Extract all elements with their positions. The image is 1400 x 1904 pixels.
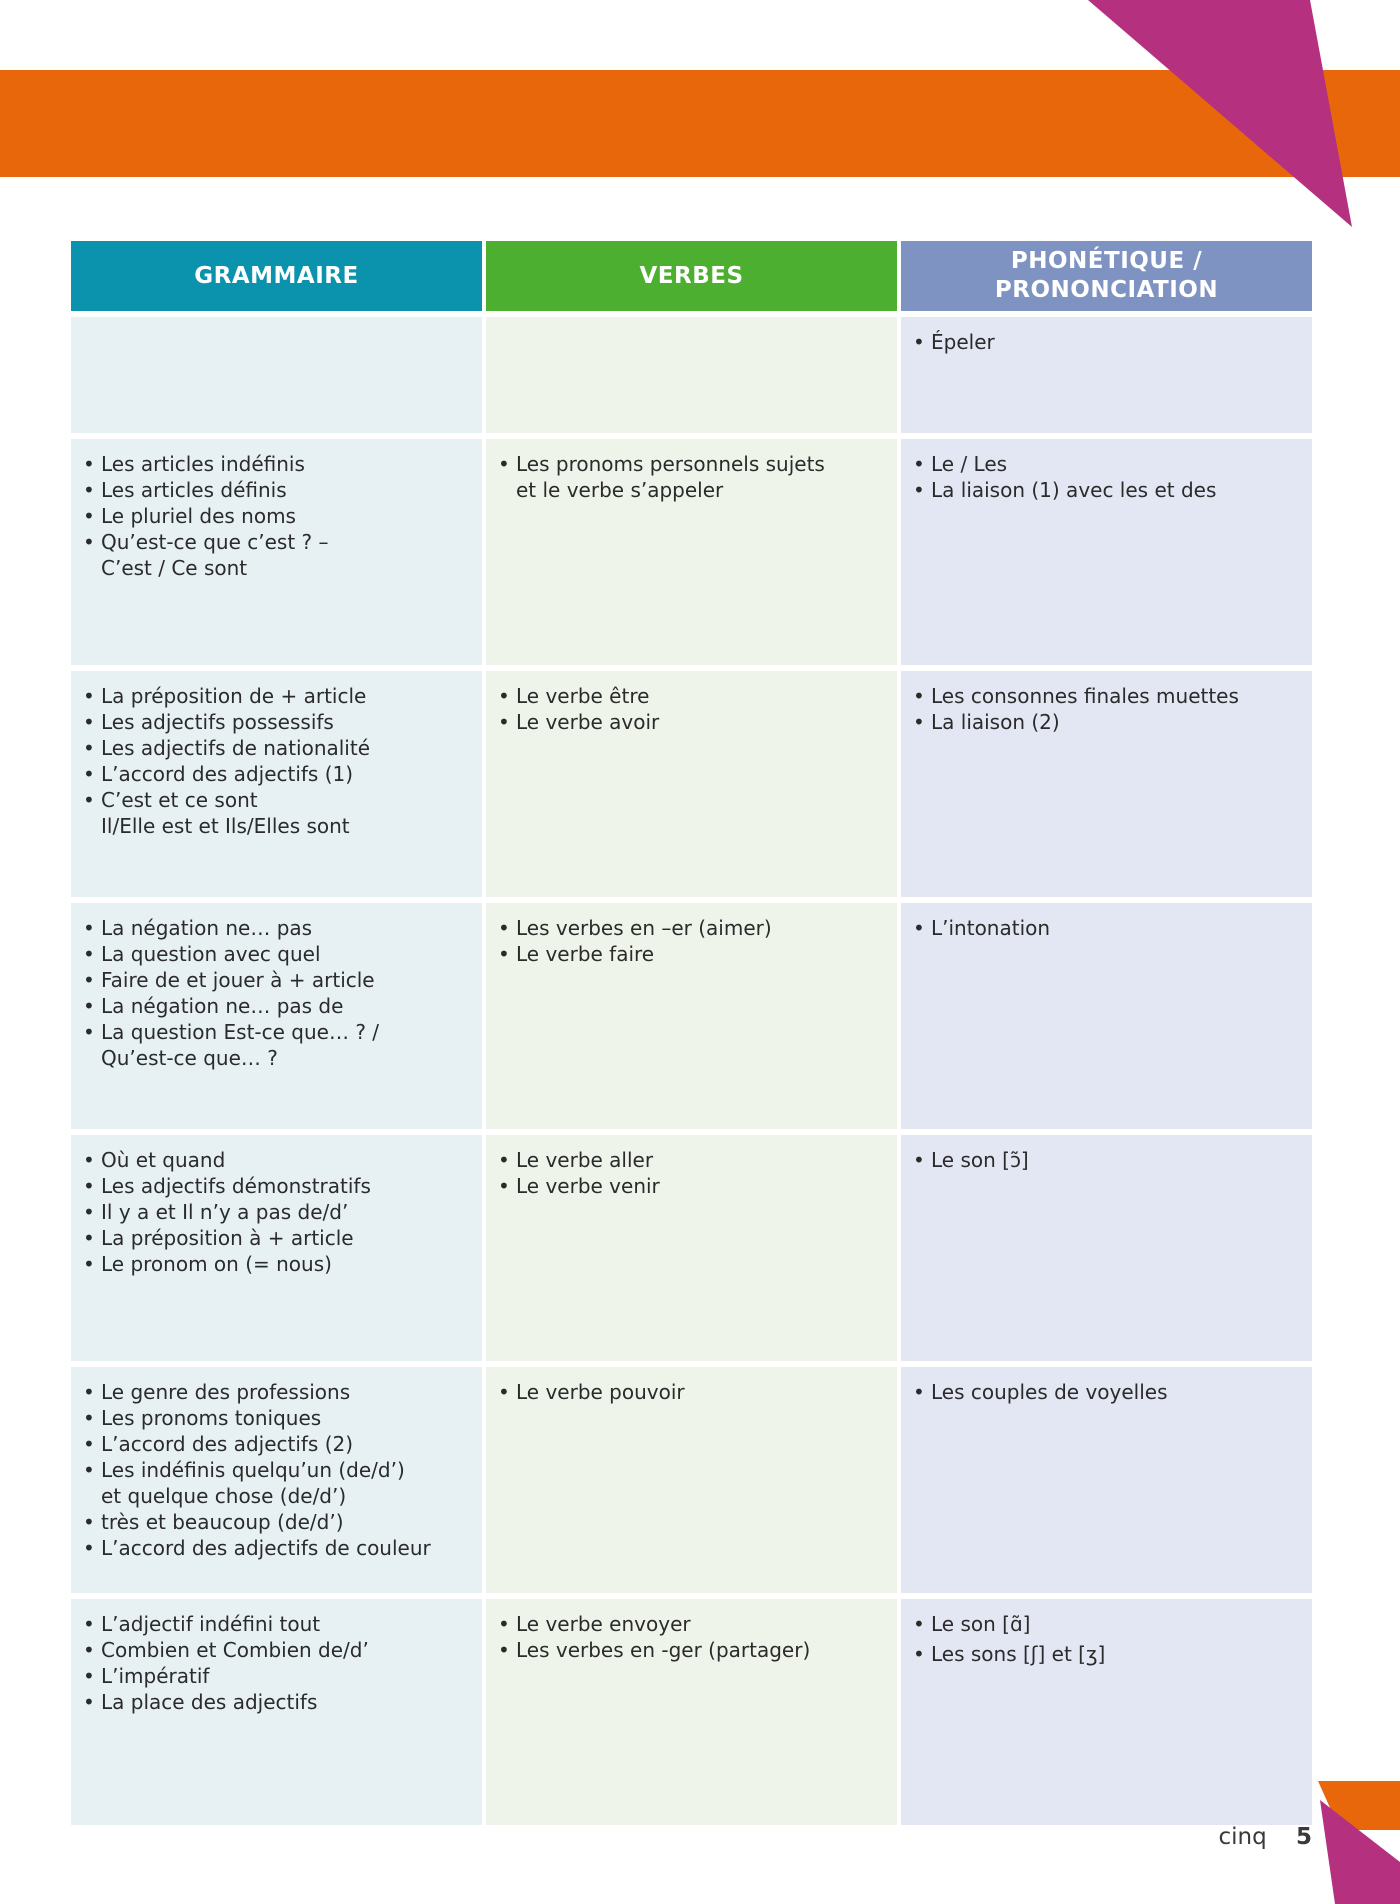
bullet-list — [911, 451, 1302, 503]
bullet-list — [911, 683, 1302, 735]
orange-header-band — [0, 70, 1400, 177]
header-phonetique-line2: PRONONCIATION — [994, 277, 1219, 303]
cell-verbes — [486, 897, 897, 1129]
list-item — [911, 915, 1302, 941]
list-item-text: Le / Les — [931, 452, 1008, 476]
list-item-text: Les couples de voyelles — [931, 1380, 1168, 1404]
cell-verbes — [486, 1593, 897, 1825]
list-item-text: Les indéfinis quelqu’un (de/d’) — [101, 1458, 405, 1482]
bullet-list — [81, 1611, 472, 1715]
list-item-text: Le verbe aller — [516, 1148, 654, 1172]
list-item — [911, 477, 1302, 503]
list-item — [496, 915, 887, 941]
list-item — [911, 683, 1302, 709]
bullet-list — [81, 1379, 472, 1561]
list-item-text: C’est / Ce sont — [101, 556, 248, 580]
list-item-text: et quelque chose (de/d’) — [101, 1484, 347, 1508]
list-item — [81, 993, 472, 1019]
bullet-list — [496, 683, 887, 735]
list-item-text: Les sons [ʃ] et [ʒ] — [931, 1642, 1106, 1666]
list-item-text: Le verbe venir — [516, 1174, 660, 1198]
list-item-text: Les adjectifs possessifs — [101, 710, 334, 734]
cell-phonetique — [901, 1129, 1312, 1361]
list-item-text: L’accord des adjectifs (2) — [101, 1432, 354, 1456]
cell-grammaire — [71, 665, 482, 897]
bullet-list — [496, 1147, 887, 1199]
content-table-wrapper — [71, 241, 1312, 1825]
list-item — [81, 709, 472, 735]
cell-phonetique — [901, 1361, 1312, 1593]
page-number-word: cinq — [1218, 1824, 1267, 1850]
header-phonetique — [901, 241, 1312, 311]
list-item — [81, 1379, 472, 1405]
list-item-text: Le verbe pouvoir — [516, 1380, 685, 1404]
list-item-text: Les pronoms toniques — [101, 1406, 322, 1430]
page-number — [1218, 1824, 1312, 1850]
list-item — [81, 1509, 472, 1535]
list-item-text: Le pluriel des noms — [101, 504, 296, 528]
list-item — [81, 1689, 472, 1715]
cell-phonetique — [901, 665, 1312, 897]
list-item-text: Les adjectifs de nationalité — [101, 736, 371, 760]
list-item-text: Où et quand — [101, 1148, 226, 1172]
list-item — [911, 1379, 1302, 1405]
list-item-text: Les articles indéfinis — [101, 452, 305, 476]
table-row — [71, 1129, 1312, 1361]
list-item-text: L’accord des adjectifs de couleur — [101, 1536, 431, 1560]
list-item — [81, 451, 472, 477]
list-item-text: Le genre des professions — [101, 1380, 351, 1404]
cell-grammaire — [71, 433, 482, 665]
magenta-bottom-triangle — [1320, 1800, 1400, 1904]
cell-grammaire — [71, 311, 482, 433]
list-item-text: La question Est-ce que… ? / — [101, 1020, 380, 1044]
header-verbes: VERBES — [486, 241, 897, 311]
list-item — [81, 787, 472, 839]
bullet-list — [496, 915, 887, 967]
list-item — [81, 477, 472, 503]
list-item-text: et le verbe s’appeler — [516, 478, 724, 502]
list-item-text: La négation ne… pas de — [101, 994, 344, 1018]
list-item — [81, 1535, 472, 1561]
list-item — [81, 1663, 472, 1689]
bullet-list — [496, 1611, 887, 1663]
cell-grammaire — [71, 1129, 482, 1361]
list-item — [911, 329, 1302, 355]
list-item-text: Le verbe être — [516, 684, 650, 708]
list-item — [81, 735, 472, 761]
list-item-text: La préposition de + article — [101, 684, 367, 708]
cell-verbes — [486, 1361, 897, 1593]
list-item-text: La préposition à + article — [101, 1226, 354, 1250]
cell-phonetique — [901, 433, 1312, 665]
list-item — [81, 1173, 472, 1199]
list-item-text: La liaison (2) — [931, 710, 1060, 734]
bullet-list — [81, 451, 472, 581]
list-item-text: Les articles définis — [101, 478, 287, 502]
list-item — [496, 709, 887, 735]
list-item-text: Épeler — [931, 330, 995, 354]
bullet-list — [911, 1611, 1302, 1667]
list-item — [81, 915, 472, 941]
list-item — [81, 1019, 472, 1071]
list-item-text: La négation ne… pas — [101, 916, 313, 940]
list-item — [911, 709, 1302, 735]
list-item — [81, 1225, 472, 1251]
cell-grammaire — [71, 1593, 482, 1825]
header-phonetique-line1: PHONÉTIQUE / — [1010, 248, 1203, 274]
list-item-text: très et beaucoup (de/d’) — [101, 1510, 344, 1534]
list-item-text: Le verbe faire — [516, 942, 655, 966]
list-item — [496, 1637, 887, 1663]
list-item — [81, 1431, 472, 1457]
list-item-text: Les pronoms personnels sujets — [516, 452, 825, 476]
list-item — [911, 451, 1302, 477]
bullet-list — [911, 1379, 1302, 1405]
list-item-text: Le son [ɔ̃] — [931, 1148, 1029, 1172]
cell-phonetique — [901, 897, 1312, 1129]
list-item — [81, 761, 472, 787]
list-item — [496, 1147, 887, 1173]
list-item-text: Le verbe envoyer — [516, 1612, 691, 1636]
list-item-text: L’adjectif indéfini tout — [101, 1612, 321, 1636]
list-item-text: La place des adjectifs — [101, 1690, 318, 1714]
list-item-text: L’impératif — [101, 1664, 210, 1688]
list-item — [81, 1199, 472, 1225]
cell-verbes — [486, 311, 897, 433]
bullet-list — [496, 451, 887, 503]
list-item — [496, 1379, 887, 1405]
list-item-text: Qu’est-ce que… ? — [101, 1046, 278, 1070]
cell-verbes — [486, 665, 897, 897]
list-item-text: La liaison (1) avec les et des — [931, 478, 1217, 502]
bullet-list — [81, 683, 472, 839]
bullet-list — [911, 329, 1302, 355]
list-item-text: Il y a et Il n’y a pas de/d’ — [101, 1200, 349, 1224]
cell-grammaire — [71, 1361, 482, 1593]
cell-grammaire — [71, 897, 482, 1129]
list-item-text: Les consonnes finales muettes — [931, 684, 1239, 708]
bullet-list — [911, 1147, 1302, 1173]
list-item-text: Le pronom on (= nous) — [101, 1252, 332, 1276]
list-item-text: L’intonation — [931, 916, 1051, 940]
bullet-list — [81, 1147, 472, 1277]
list-item-text: La question avec quel — [101, 942, 321, 966]
list-item-text: Les adjectifs démonstratifs — [101, 1174, 371, 1198]
page-number-digit: 5 — [1295, 1824, 1312, 1850]
list-item-text: L’accord des adjectifs (1) — [101, 762, 354, 786]
list-item — [496, 451, 887, 503]
list-item — [81, 1405, 472, 1431]
header-grammaire: GRAMMAIRE — [71, 241, 482, 311]
list-item — [81, 967, 472, 993]
bullet-list — [81, 915, 472, 1071]
list-item — [911, 1611, 1302, 1637]
list-item — [81, 1637, 472, 1663]
list-item — [496, 941, 887, 967]
cell-phonetique — [901, 1593, 1312, 1825]
table-row — [71, 311, 1312, 433]
orange-bottom-block — [1318, 1781, 1400, 1830]
content-table — [67, 241, 1316, 1825]
list-item — [496, 1173, 887, 1199]
cell-phonetique — [901, 311, 1312, 433]
list-item — [496, 1611, 887, 1637]
list-item — [81, 1611, 472, 1637]
table-row — [71, 433, 1312, 665]
list-item — [81, 1251, 472, 1277]
bullet-list — [496, 1379, 887, 1405]
list-item — [911, 1641, 1302, 1667]
list-item-text: Le verbe avoir — [516, 710, 660, 734]
table-row — [71, 665, 1312, 897]
list-item — [81, 503, 472, 529]
table-row — [71, 1593, 1312, 1825]
cell-verbes — [486, 433, 897, 665]
list-item-text: Faire de et jouer à + article — [101, 968, 375, 992]
list-item — [81, 1147, 472, 1173]
list-item — [911, 1147, 1302, 1173]
list-item-text: Le son [ɑ̃] — [931, 1612, 1031, 1636]
cell-verbes — [486, 1129, 897, 1361]
bullet-list — [911, 915, 1302, 941]
list-item — [81, 529, 472, 581]
list-item-text: Il/Elle est et Ils/Elles sont — [101, 814, 350, 838]
table-row — [71, 897, 1312, 1129]
list-item — [81, 1457, 472, 1509]
list-item-text: Combien et Combien de/d’ — [101, 1638, 369, 1662]
list-item — [81, 683, 472, 709]
list-item-text: C’est et ce sont — [101, 788, 258, 812]
list-item-text: Les verbes en -ger (partager) — [516, 1638, 811, 1662]
list-item-text: Les verbes en –er (aimer) — [516, 916, 772, 940]
table-row — [71, 1361, 1312, 1593]
table-body — [71, 311, 1312, 1825]
list-item — [496, 683, 887, 709]
table-header-row — [71, 241, 1312, 311]
list-item — [81, 941, 472, 967]
list-item-text: Qu’est-ce que c’est ? – — [101, 530, 329, 554]
